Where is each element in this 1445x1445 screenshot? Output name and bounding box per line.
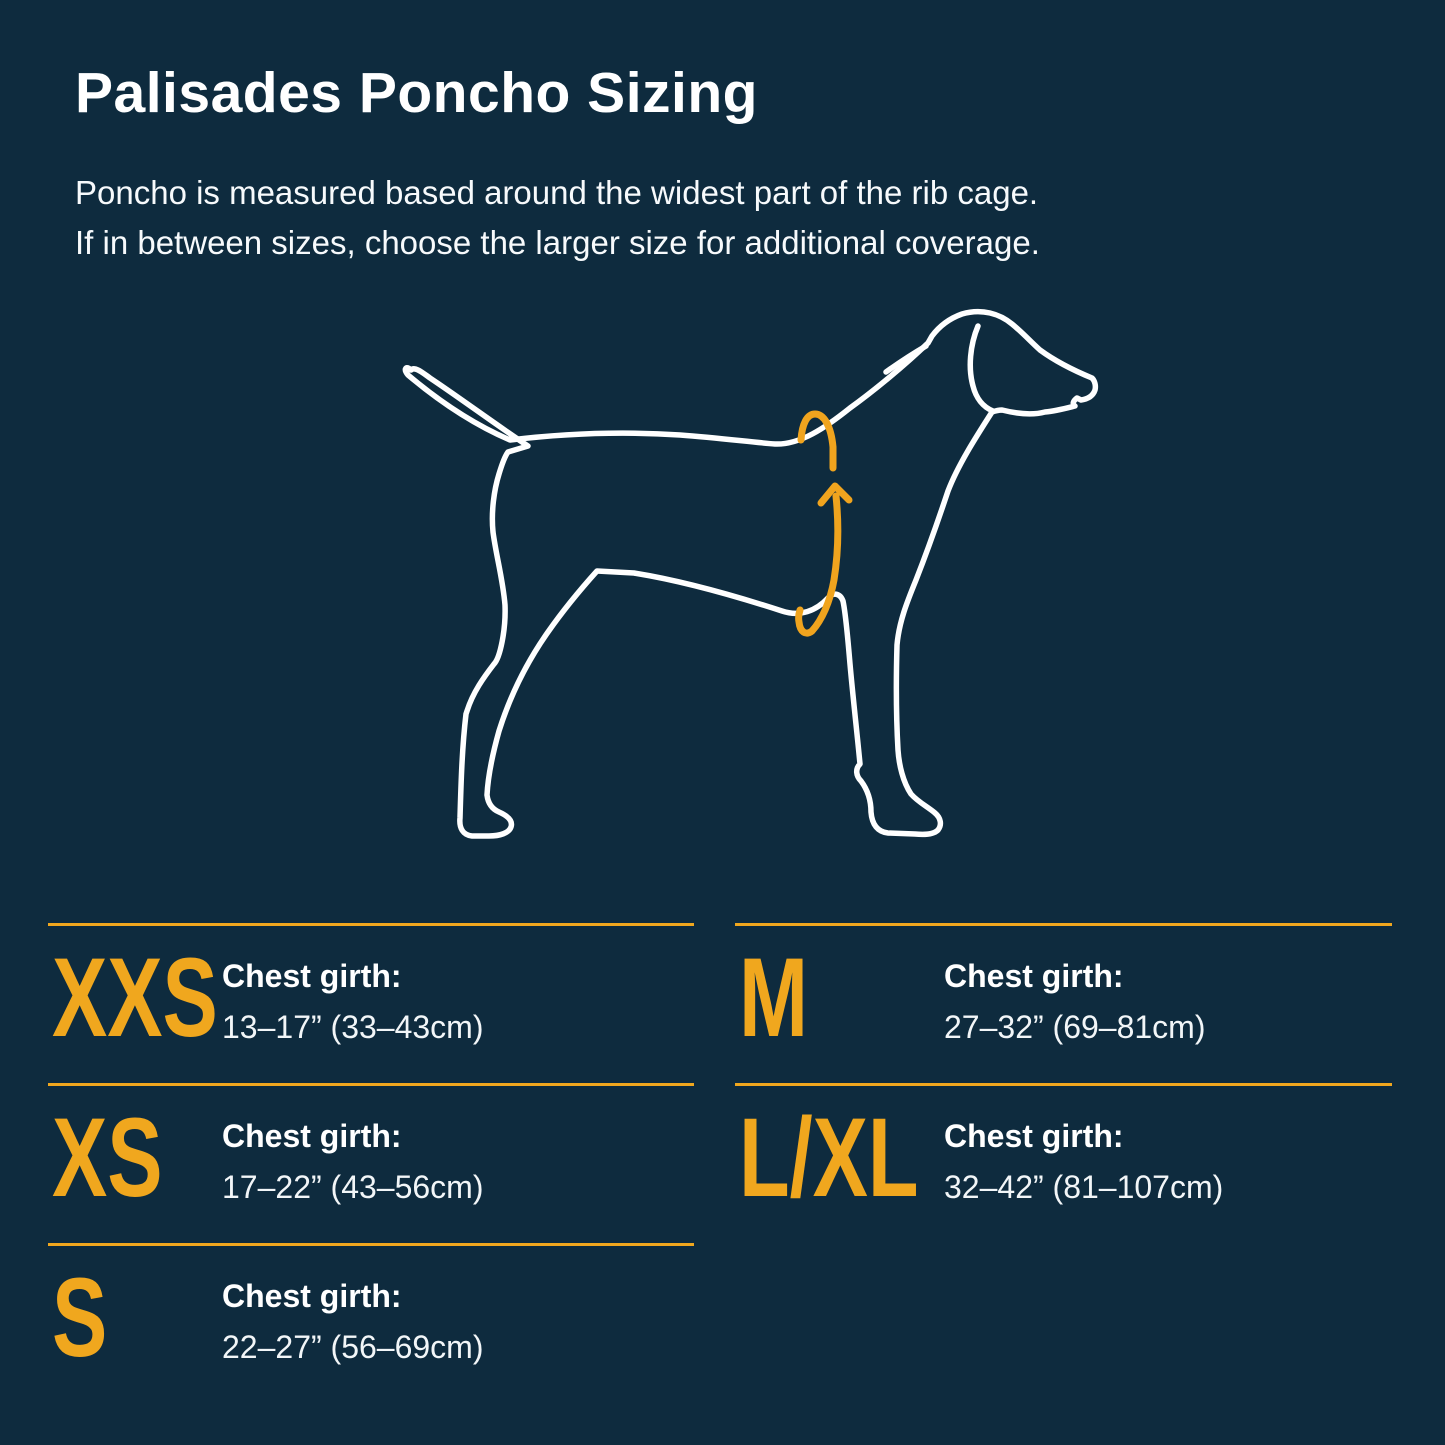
chest-girth-label: Chest girth: xyxy=(222,1118,402,1154)
size-row-m xyxy=(735,923,1392,1083)
chest-girth-label: Chest girth: xyxy=(944,1118,1124,1154)
dog-measurement-diagram xyxy=(380,290,1120,870)
dog-far-ear-line xyxy=(886,346,926,372)
dog-outline-icon xyxy=(405,312,1095,836)
size-chart-left-column xyxy=(48,923,694,1403)
size-label-xs: XS xyxy=(52,1095,163,1220)
chest-girth-label: Chest girth: xyxy=(222,958,402,994)
size-info-xs xyxy=(222,1118,483,1206)
sizing-description xyxy=(75,168,1040,268)
size-info-lxl xyxy=(944,1118,1223,1206)
size-row-xs xyxy=(48,1083,694,1243)
chest-girth-range-s: 22–27” (56–69cm) xyxy=(222,1329,484,1365)
measure-loop-top-arc xyxy=(801,414,833,468)
size-info-m xyxy=(944,958,1205,1046)
chest-girth-label: Chest girth: xyxy=(222,1278,402,1314)
description-line-2: If in between sizes, choose the larger size for additional coverage. xyxy=(75,224,1040,261)
size-chart-right-column xyxy=(735,923,1392,1243)
description-line-1: Poncho is measured based around the widest part of the rib cage. xyxy=(75,174,1039,211)
chest-girth-range-xs: 17–22” (43–56cm) xyxy=(222,1169,484,1205)
size-row-lxl xyxy=(735,1083,1392,1243)
size-label-lxl: L/XL xyxy=(739,1095,919,1220)
page-title: Palisades Poncho Sizing xyxy=(75,61,759,125)
size-label-xxs: XXS xyxy=(52,935,218,1060)
dog-body-outline xyxy=(405,312,1095,836)
dog-ear-line xyxy=(970,326,993,411)
chest-girth-range-xxs: 13–17” (33–43cm) xyxy=(222,1009,484,1045)
chest-girth-label: Chest girth: xyxy=(944,958,1124,994)
size-info-s xyxy=(222,1278,483,1366)
size-info-xxs xyxy=(222,958,483,1046)
size-row-xxs xyxy=(48,923,694,1083)
size-row-s xyxy=(48,1243,694,1403)
size-label-s: S xyxy=(52,1255,108,1380)
chest-girth-range-lxl: 32–42” (81–107cm) xyxy=(944,1169,1224,1205)
chest-girth-range-m: 27–32” (69–81cm) xyxy=(944,1009,1206,1045)
size-label-m: M xyxy=(739,935,809,1060)
dog-outline-illustration xyxy=(380,290,1120,870)
